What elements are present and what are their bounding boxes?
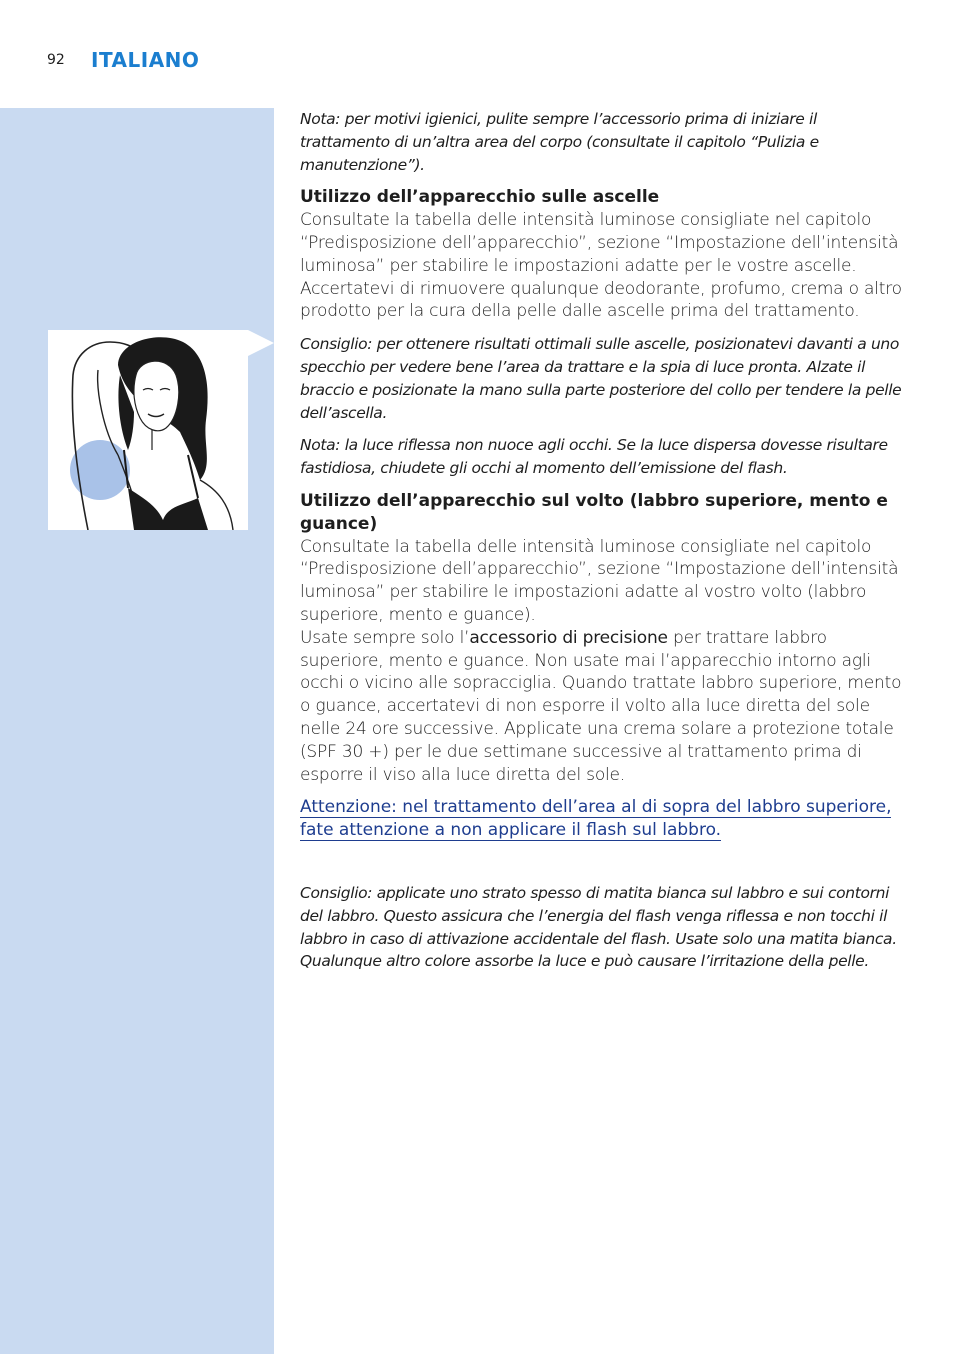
armpit-tip: Consiglio: per ottenere risultati ottimali sulle ascelle, posizionatevi davanti a uno specchio per vedere bene l’area da trattare e la spia di luce pronta. Alzate il braccio e posizionate la mano sulla parte posteriore del collo per tendere la pelle dell’ascella.	[300, 335, 902, 422]
warning-text	[300, 796, 910, 842]
reflected-light-note: Nota: la luce riflessa non nuoce agli occhi. Se la luce dispersa dovesse risultare fastidiosa, chiudete gli occhi al momento dell’emissione del flash.	[300, 436, 888, 478]
illustration-pointer	[248, 330, 274, 356]
armpit-heading: Utilizzo dell’apparecchio sulle ascelle	[300, 187, 660, 208]
section-title: ITALIANO	[91, 48, 200, 72]
precision-paragraph	[300, 627, 910, 787]
main-content	[300, 108, 910, 973]
face-heading: Utilizzo dell’apparecchio sul volto (labbro superiore, mento e guance)	[300, 490, 888, 534]
precision-text-end: per trattare labbro superiore, mento e guance. Non usate mai l’apparecchio intorno agli occhi o vicino alle sopracciglia. Quando trattate labbro superiore, mento o guance, accertatevi di non esporre il volto alla luce diretta del sole nelle 24 ore successive. Applicate una crema solare a protezione totale (SPF 30 +) per le due settimane successive al trattamento prima di esporre il viso alla luce diretta del sole.	[300, 627, 902, 785]
white-pencil-tip: Consiglio: applicate uno strato spesso di matita bianca sul labbro e sui contorni del labbro. Questo assicura che l’energia del flash venga riflessa e non tocchi il labbro in caso di attivazione accidentale del flash. Usate solo una matita bianca. Qualunque altro colore assorbe la luce e può causare l’irritazione della pelle.	[300, 883, 897, 971]
precision-attachment-term: accessorio di precisione	[469, 627, 668, 648]
armpit-illustration	[48, 330, 248, 530]
face-paragraph: Consultate la tabella delle intensità luminose consigliate nel capitolo “Predisposizione dell’apparecchio”, sezione “Impostazione dell’intensità luminosa” per stabilire le impostazioni adatte al vostro volto (labbro superiore, mento e guance).	[300, 536, 899, 625]
armpit-highlight-circle	[70, 440, 130, 500]
page-number: 92	[47, 52, 65, 68]
armpit-paragraph: Consultate la tabella delle intensità luminose consigliate nel capitolo “Predisposizione dell’apparecchio”, sezione “Impostazione dell’intensità luminosa” per stabilire le impostazioni adatte per le vostre ascelle. Accertatevi di rimuovere qualunque deodorante, profumo, crema o altro prodotto per la cura della pelle dalle ascelle prima del trattamento.	[300, 210, 902, 322]
precision-text-start: Usate sempre solo l’	[300, 627, 470, 648]
hygiene-note: Nota: per motivi igienici, pulite sempre l’accessorio prima di iniziare il trattamento di un’altra area del corpo (consultate il capitolo “Pulizia e manutenzione”).	[300, 110, 819, 174]
woman-raised-arm-drawing	[48, 330, 248, 530]
sidebar-column	[0, 108, 274, 1354]
warning-underlined: Attenzione: nel trattamento dell’area al di sopra del labbro superiore, fate attenzione a non applicare il flash sul labbro.	[300, 797, 892, 841]
